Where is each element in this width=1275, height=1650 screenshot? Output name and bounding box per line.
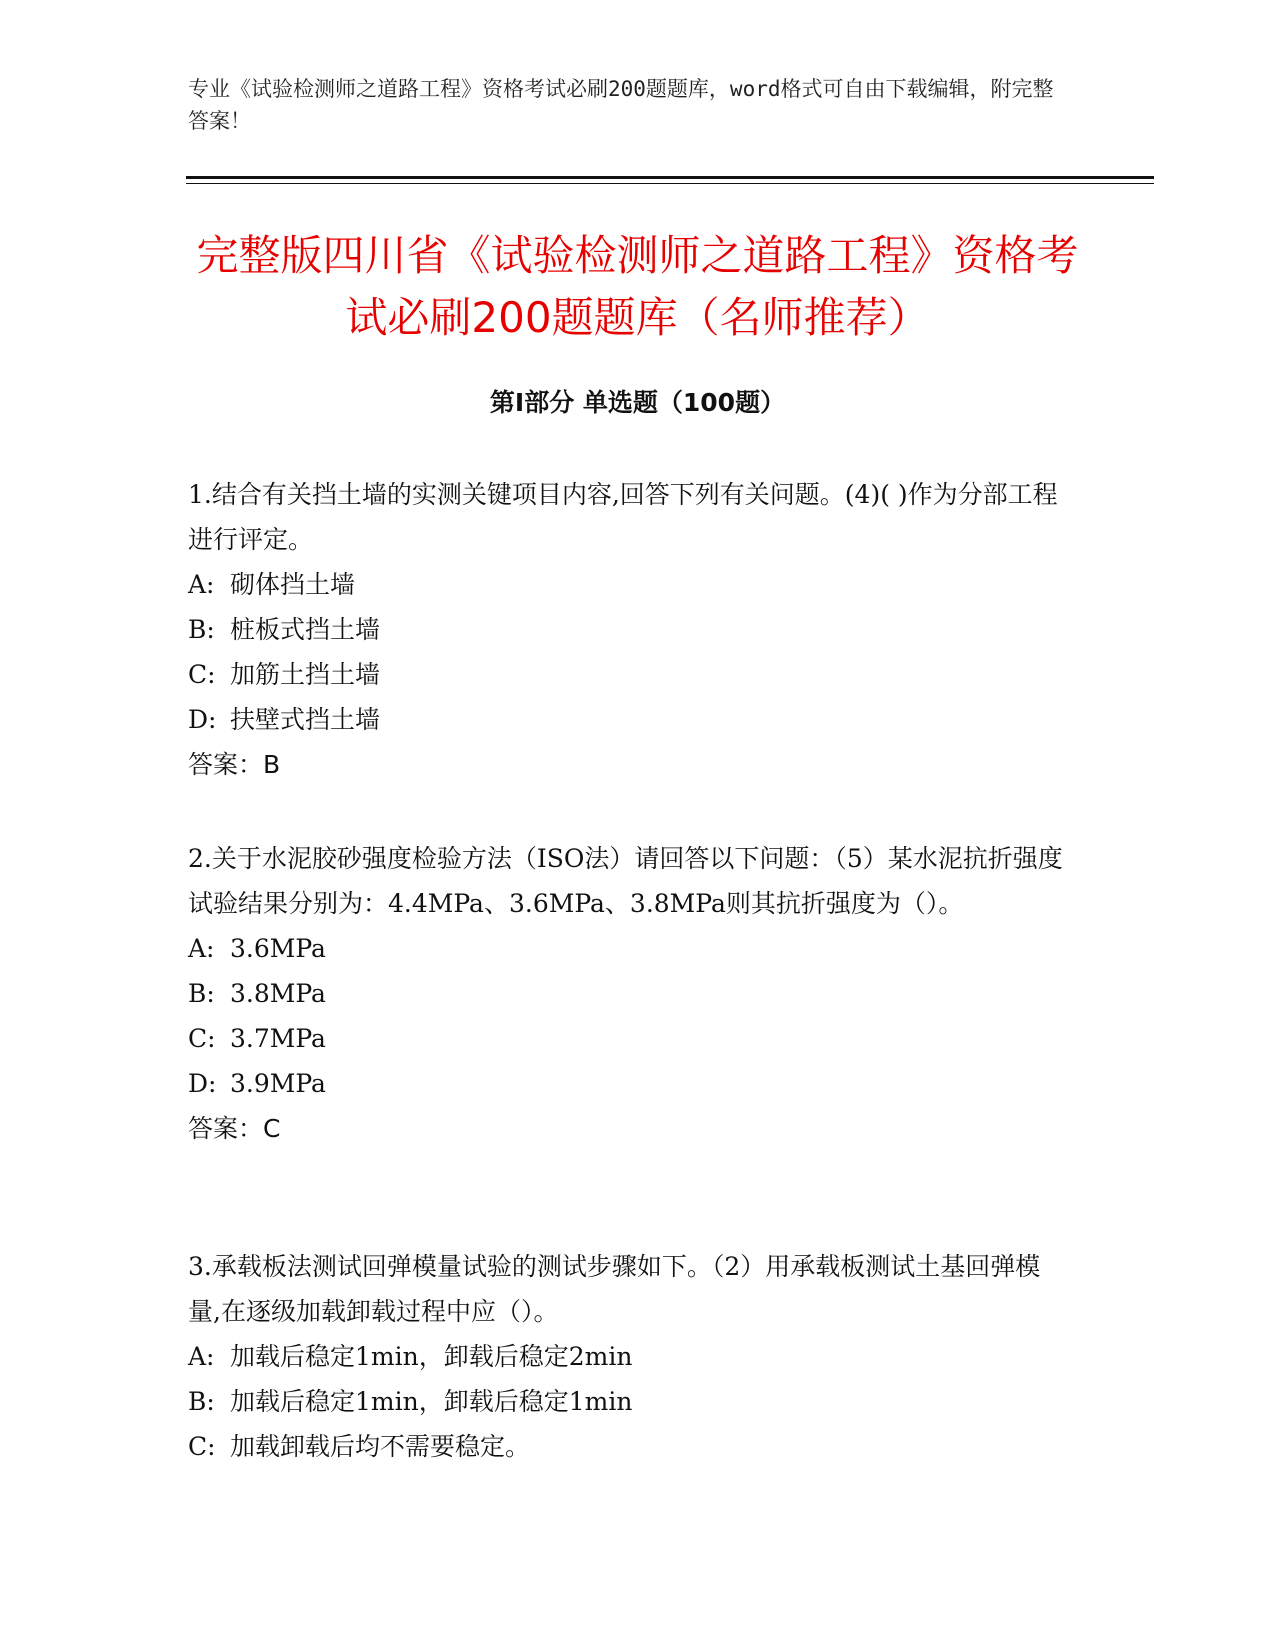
option-text: 3.8MPa (230, 979, 326, 1008)
option-text: 砌体挡土墙 (230, 570, 356, 599)
option-text: 加载后稳定1min，卸载后稳定2min (230, 1342, 633, 1371)
question-2 (188, 836, 1073, 1151)
option-b (188, 971, 1073, 1016)
option-text: 3.6MPa (230, 934, 326, 963)
option-key: A: (188, 570, 215, 599)
option-text: 3.7MPa (230, 1024, 326, 1053)
option-text: 扶壁式挡土墙 (230, 705, 381, 734)
option-key: A: (188, 1342, 215, 1371)
option-text: 加载后稳定1min，卸载后稳定1min (230, 1387, 633, 1416)
option-key: C: (188, 660, 216, 689)
section-heading: 第Ⅰ部分 单选题（100题） (489, 388, 786, 417)
option-key: B: (188, 1387, 215, 1416)
option-b (188, 1379, 1073, 1424)
option-text: 加载卸载后均不需要稳定。 (230, 1432, 531, 1461)
question-stem: 1.结合有关挡土墙的实测关键项目内容,回答下列有关问题。(4)( )作为分部工程进行评定。 (188, 480, 1058, 554)
question-1 (188, 472, 1073, 787)
option-a (188, 562, 1073, 607)
answer-label: 答案：C (188, 1114, 281, 1143)
option-key: D: (188, 1069, 217, 1098)
option-c (188, 1424, 1073, 1469)
option-key: D: (188, 705, 217, 734)
header-divider-thick (186, 176, 1154, 179)
option-c (188, 652, 1073, 697)
option-c (188, 1016, 1073, 1061)
option-d (188, 697, 1073, 742)
answer-label: 答案：B (188, 750, 281, 779)
header-note: 专业《试验检测师之道路工程》资格考试必刷200题题库，word格式可自由下载编辑，附完整答案！ (188, 77, 1054, 133)
document-title: 完整版四川省《试验检测师之道路工程》资格考试必刷200题题库（名师推荐） (196, 231, 1079, 342)
question-stem: 2.关于水泥胶砂强度检验方法（ISO法）请回答以下问题：（5）某水泥抗折强度试验结果分别为：4.4MPa、3.6MPa、3.8MPa则其抗折强度为（）。 (188, 844, 1063, 918)
option-text: 加筋土挡土墙 (230, 660, 381, 689)
header-divider-thin (186, 183, 1154, 184)
question-stem: 3.承载板法测试回弹模量试验的测试步骤如下。（2）用承载板测试土基回弹模量,在逐级加载卸载过程中应（）。 (188, 1252, 1041, 1326)
option-a (188, 926, 1073, 971)
option-key: C: (188, 1432, 216, 1461)
option-key: B: (188, 615, 215, 644)
option-text: 桩板式挡土墙 (230, 615, 381, 644)
option-a (188, 1334, 1073, 1379)
option-d (188, 1061, 1073, 1106)
question-3 (188, 1244, 1073, 1469)
option-key: A: (188, 934, 215, 963)
option-key: B: (188, 979, 215, 1008)
option-b (188, 607, 1073, 652)
option-text: 3.9MPa (230, 1069, 326, 1098)
option-key: C: (188, 1024, 216, 1053)
